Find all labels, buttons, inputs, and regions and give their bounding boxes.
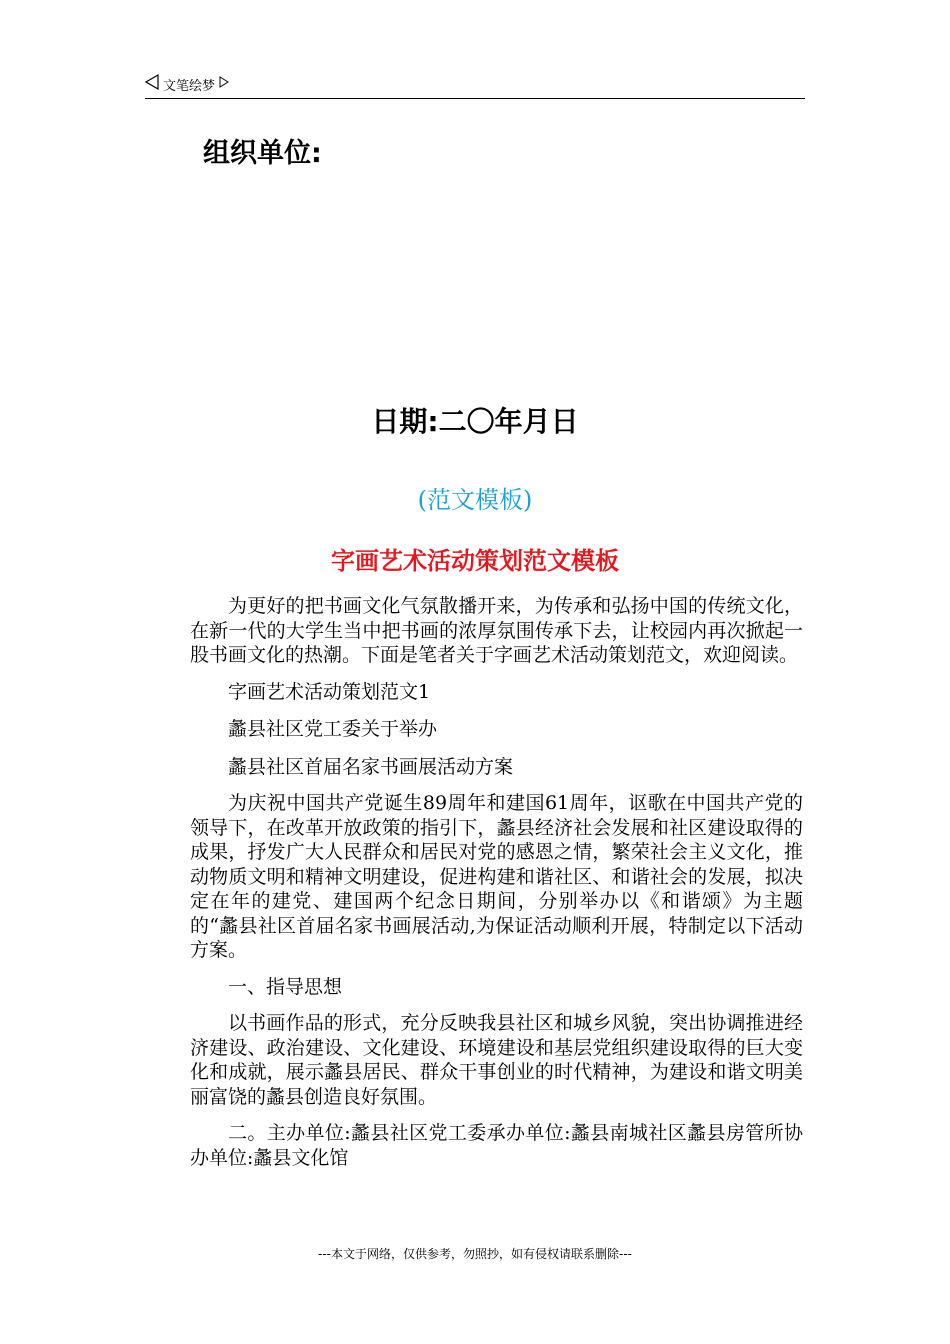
footer-disclaimer: ---本文于网络，仅供参考，勿照抄，如有侵权请联系删除--- bbox=[318, 1247, 632, 1261]
doc-title: 字画艺术活动策划范文模板 bbox=[331, 547, 619, 575]
paragraph-purpose: 为庆祝中国共产党诞生89周年和建国61周年，讴歌在中国共产党的领导下，在改革开放政策的指引下，蠡县经济社会发展和社区建设取得的成果，抒发广大人民群众和居民对党的感恩之情，繁荣社会主义文化，推动物质文明和精神文明建设，促进构建和谐社区、和谐社会的发展，拟决定在年的建党、建国两个纪念日期间，分别举办以《和谐颂》为主题的“蠡县社区首届名家书画展活动,为保证活动顺利开展，特制定以下活动方案。 bbox=[190, 792, 803, 961]
org-label: 组织单位: bbox=[203, 138, 322, 169]
paragraph-heading-3: 蠡县社区首届名家书画展活动方案 bbox=[228, 755, 514, 778]
section-heading-guiding: 一、指导思想 bbox=[228, 975, 343, 998]
doc-body bbox=[190, 594, 803, 1170]
triangle-right-icon bbox=[219, 76, 229, 92]
doc-tag: (范文模板) bbox=[417, 486, 533, 514]
paragraph-heading-1: 字画艺术活动策划范文1 bbox=[228, 680, 431, 703]
paragraph-organizers: 二。主办单位:蠡县社区党工委承办单位:蠡县南城社区蠡县房管所协办单位:蠡县文化馆 bbox=[190, 1122, 803, 1169]
paragraph-guiding: 以书画作品的形式，充分反映我县社区和城乡风貌，突出协调推进经济建设、政治建设、文化建设、环境建设和基层党组织建设取得的巨大变化和成就，展示蠡县居民、群众干事创业的时代精神，为建设和谐文明美丽富饶的蠡县创造良好氛围。 bbox=[190, 1012, 803, 1108]
header-brand: 文笔绘梦 bbox=[163, 78, 216, 94]
paragraph-heading-2: 蠡县社区党工委关于举办 bbox=[228, 718, 438, 740]
date-label: 日期:二〇年月日 bbox=[371, 405, 579, 438]
paragraph-intro: 为更好的把书画文化气氛散播开来，为传承和弘扬中国的传统文化，在新一代的大学生当中把书画的浓厚氛围传承下去，让校园内再次掀起一股书画文化的热潮。下面是笔者关于字画艺术活动策划范文，欢迎阅读。 bbox=[190, 595, 803, 666]
triangle-left-icon bbox=[145, 74, 159, 94]
page-header bbox=[145, 74, 805, 99]
